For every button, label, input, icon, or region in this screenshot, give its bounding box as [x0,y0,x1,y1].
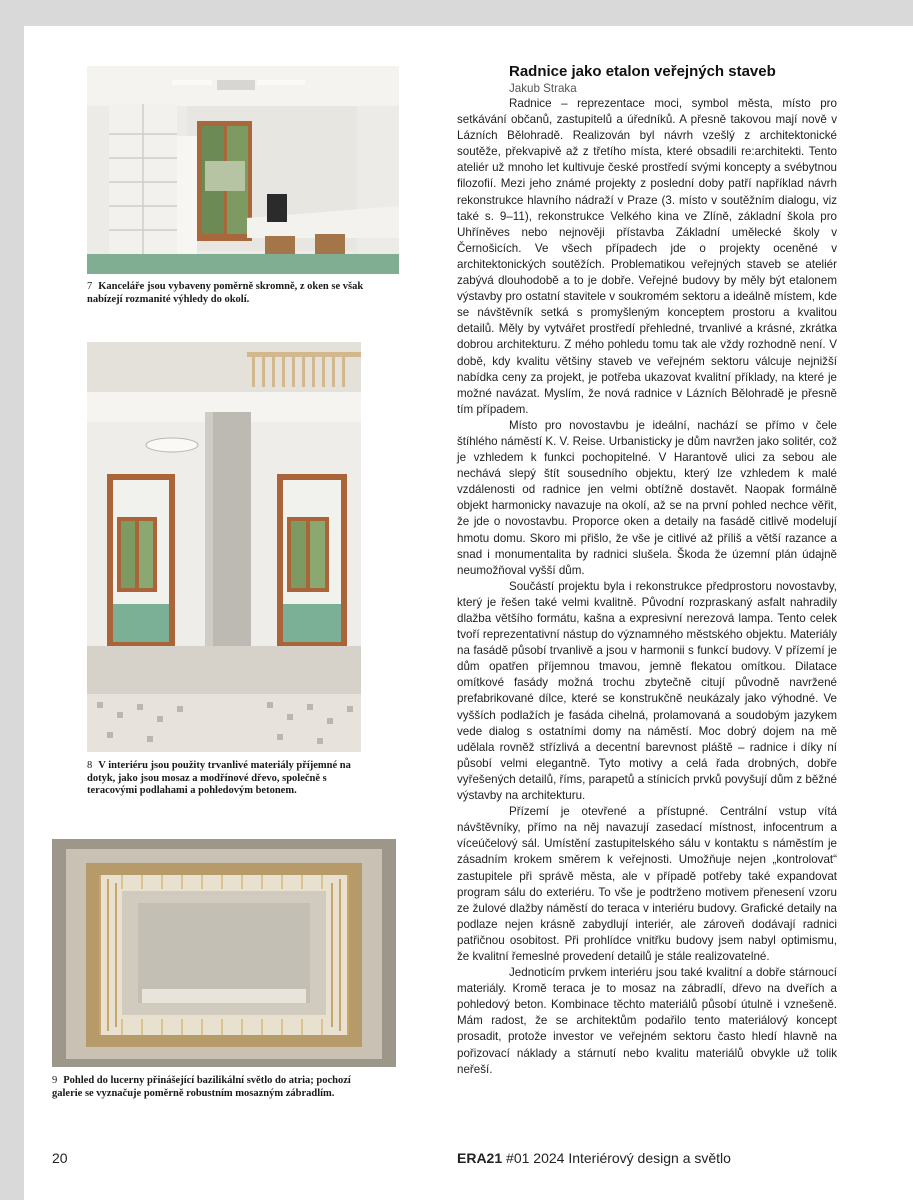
magazine-issue: #01 2024 Interiérový design a světlo [506,1150,731,1166]
photo-interior-column [87,342,361,752]
article [457,63,837,1078]
caption-8 [87,760,372,798]
caption-text: V interiéru jsou použity trvanlivé materiály příjemné na dotyk, jako jsou mosaz a modřínové dřevo, společně s teracovými podlahami a pohledovým betonem. [87,760,351,796]
caption-text: Kanceláře jsou vybaveny poměrně skromně, z oken se však nabízejí rozmanité výhledy do okolí. [87,281,364,305]
caption-number: 9 [52,1075,58,1086]
caption-text: Pohled do lucerny přinášející bazilikální světlo do atria; pochozí galerie se vyznačuje poměrně robustním mosazným zábradlím. [52,1075,351,1099]
caption-7 [87,281,399,306]
magazine-footer [457,1150,731,1166]
magazine-page [24,26,913,1200]
article-paragraph: Radnice – reprezentace moci, symbol města, místo pro setkávání občanů, zastupitelů a úředníků. A přesně takovou mají nově v Lázních Bělohradě. Realizován byl návrh vzešlý z architektonické soutěže, překvapivě až z třetího místa, které obsadili re:architekti. Tento ateliér už mnoho let kultivuje české prostředí svými koncepty a svébytnou filozofií. Mezi jeho známé projekty z poslední doby patří například návrh rekonstrukce hlavního nádraží v Praze (3. místo v soutěžním dialogu, viz také s. 9–11), rekonstrukce Velkého kina ve Zlíně, základní škola pro Uhříněves nebo nejnověji přístavba Základní umělecké školy v Černošicích. Ve všech případech jde o projekty oceněné v architektonických soutěžích. Problematikou veřejných staveb se ateliér zabývá dlouhodobě a to je dobře. Veřejné budovy by měly být etalonem výstavby pro ostatní stavitele v soukromém sektoru a ideálně místem, kde se návštěvník setká s promyšleným konceptem prostoru a kvalitou detailů. Měly by vytvářet prostředí přehledné, trvanlivé a krásné, zkrátka dobrou architekturu. Z mého pohledu tomu tak ale vždy rozhodně není. V době, kdy kvalitu většiny staveb ve veřejném sektoru válcuje nejnižší nabídka ceny za projekt, je potřeba ukazovat kvalitní příklady, na které je možné navázat. Myslím, že nová radnice v Lázních Bělohradě je přesně tím případem. [457,97,837,416]
page-number: 20 [52,1150,68,1166]
magazine-brand: ERA21 [457,1150,503,1166]
article-paragraph: Místo pro novostavbu je ideální, nachází se přímo v čele štíhlého náměstí K. V. Reise. Urbanisticky je dům navržen jako solitér, což je vzhledem k funkci pochopitelné. V Harantově ulici za sebou ale nechává slepý štít sousedního objektu, který lze vzhledem k malé vzdálenosti od radnice jen velmi obtížně dostavět. Naopak formálně objekt harmonicky navazuje na okolí, až se na první pohled nechce věřit, že jde o novostavbu. Proporce oken a detaily na fasádě citlivě modelují hmotu domu. Skoro mi přišlo, že vše je citlivé až příliš a větší razance a snad i monumentalita by radnici slušela. Škoda že územní plán údajně neumožňoval vyšší dům. [457,418,837,577]
caption-9 [52,1075,382,1100]
article-author: Jakub Straka [509,82,577,95]
article-paragraph: Jednoticím prvkem interiéru jsou také kvalitní a dobře stárnoucí materiály. Kromě teraca je to mosaz na zábradlí, dřevo na dveřích a pohledový beton. Kombinace těchto materiálů působí útulně i vznešeně. Mám radost, že se architektům podařilo tento materiálový koncept prosadit, protože investor ve veřejném sektoru často hledí hlavně na pořizovací náklady a stárnutí nebo kvalitu materiálů obvykle už tolik neřeší. [457,966,837,1076]
article-title: Radnice jako etalon veřejných staveb [509,63,776,80]
photo-lantern-atrium [52,839,396,1067]
photo-office [87,66,399,274]
office-photo-image [87,66,399,274]
atrium-photo-image [52,839,396,1067]
article-paragraph: Přízemí je otevřené a přístupné. Centrální vstup vítá návštěvníky, přímo na něj navazují zasedací místnost, infocentrum a víceúčelový sál. Umístění zastupitelského sálu v kontaktu s náměstím je zásadním krokem směrem k veřejnosti. Umožňuje nejen „kontrolovat“ zastupitele při správě města, ale v případě potřeby také expandovat program sálu do exteriéru. To vše je podtrženo motivem přenesení vzoru ze žulové dlažby náměstí do teraca v interiéru budovy. Grafické detaily na podlaze nejen krásně zabydlují interiér, ale zároveň dodávají radnici patřičnou osobitost. Při prohlídce vnitřku budovy jsem nabyl optimismu, že kvalitní řemeslné provedení detailů je stále realizovatelné. [457,805,837,963]
article-paragraph: Součástí projektu byla i rekonstrukce předprostoru novostavby, který je řešen také velmi kvalitně. Původní rozpraskaný asfalt nahradily dlažba většího formátu, kašna a expresivní nerezová lampa. Tento celek tvoří reprezentativní nástup do významného městského objektu. Materiály na fasádě působí trvanlivě a jsou v harmonii s funkcí budovy. V přízemí je dům opatřen příjemnou tmavou, jemně flekatou omítkou. Dilatace omítkové fasády možná trochu zbytečně citují původně navržené prefabrikované dílce, které se konstrukčně neukázaly jako výhodné. Ve vyšších podlažích je fasáda cihelná, prolamovaná a soudobým jazykem vede dialog s ostatními domy na náměstí. Moc dobrý dojem na mě udělala rovněž střízlivá a decentní barevnost pláště – radnice i díky ní působí velmi elegantně. Tyto motivy a celá řada drobných, dobře vyřešených detailů, říms, parapetů a stínicích prvků povyšují dům z běžné výstavby na architekturu. [457,579,837,803]
caption-number: 7 [87,281,93,292]
caption-number: 8 [87,760,93,771]
interior-photo-image [87,342,361,752]
